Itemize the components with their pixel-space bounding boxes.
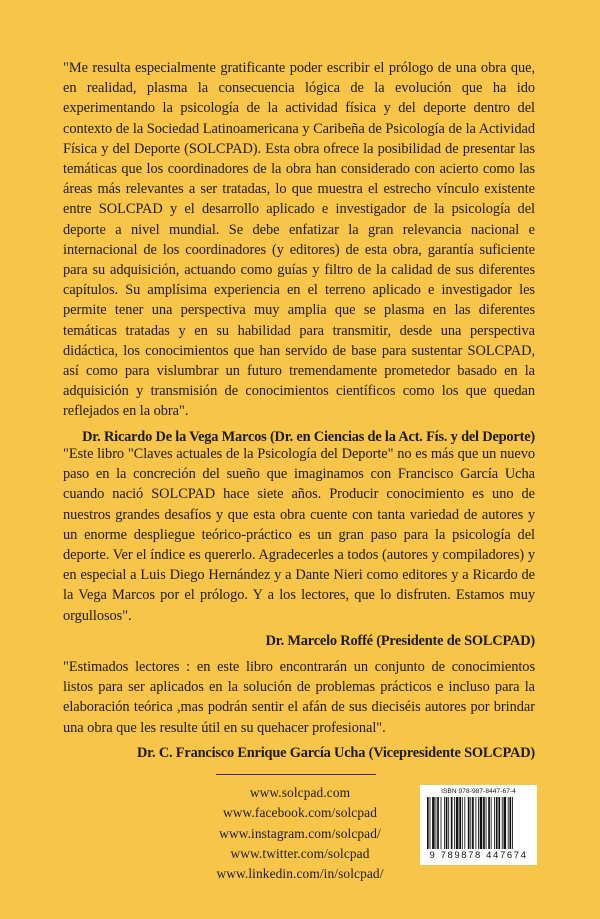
barcode-bar [483,797,485,849]
quote-text: "Estimados lectores : en este libro encontrarán un conjunto de conocimientos listos para ser aplicados en la solución de problemas prácticos e incluso para la elaboración teórica ,mas podrán sentir el afán de sus dieciséis autores por brindar una obra que les resulte útil en su quehacer profesional". [63,659,535,736]
barcode-bar [480,797,483,849]
web-links [150,783,450,884]
link-website[interactable]: www.solcpad.com [249,785,351,800]
barcode-bar [437,797,439,849]
barcode-bar [470,797,471,849]
barcode-digits: 9 789878 447674 [429,850,528,861]
quote-author: Dr. C. Francisco Enrique García Ucha (Vicepresidente SOLCPAD) [136,744,535,761]
barcode-bar [444,797,445,849]
barcode-bar [441,797,442,849]
link-facebook[interactable]: www.facebook.com/solcpad [223,805,377,821]
barcode-bar [462,797,463,849]
quote-text: "Me resulta especialmente gratificante poder escribir el prólogo de una obra que, en realidad, plasma la consecuencia lógica de la evolución que ha ido experimentando la psicología de la actividad física y del deporte dentro del contexto de la Sociedad Latinoamericana y Caribeña de Psicología de la Actividad Física y del Deporte (SOLCPAD). Esta obra ofrece la posibilidad de presentar las temáticas que los coordinadores de la obra han considerado con acierto como las áreas más relevantes a ser tratadas, lo que muestra el estrecho vínculo existente entre SOLCPAD y el desarrollo aplicado e investigador de la psicología del deporte a nivel mundial. Se debe enfatizar la gran relevancia nacional e internacional de los coordinadores (y editores) de esta obra, garantía suficiente para su adquisición, actuando como guías y filtro de la calidad de sus diferentes capítulos. Su amplísima experiencia en el terreno aplicado e investigador les permite tener una perspectiva muy amplia que se plasma en las diferentes temáticas tratadas y en su habilidad para transmitir, desde una perspectiva didáctica, los conocimientos que han servido de base para sustentar SOLCPAD, así como para vislumbrar un futuro tremendamente prometedor basado en la adquisición y transmisión de conocimientos científicos como los que quedan reflejados en la obra". [63,60,535,420]
prologue-quote [63,58,535,447]
barcode-bar [475,797,476,849]
barcode-bar [464,797,465,849]
barcode-bar [430,797,431,849]
barcode-bar [512,797,513,849]
barcode-bar [472,797,474,849]
barcode-bar [508,797,509,849]
barcode-bar [454,797,455,849]
barcode-bar [488,797,490,849]
barcode-bar [446,797,448,849]
barcode-bar [504,797,507,849]
isbn-label: ISBN 978-987-8447-67-4 [441,788,516,795]
barcode-bar [427,797,429,849]
barcode-bar [498,797,500,849]
barcode-bar [496,797,498,849]
vicepresident-quote [63,657,535,763]
barcode-bar [509,797,511,849]
barcode-bar [456,797,459,849]
president-quote [63,444,535,651]
barcode-bar [459,797,461,849]
barcode-bar [436,797,437,849]
barcode-bar [486,797,487,849]
link-twitter[interactable]: www.twitter.com/solcpad [230,845,370,861]
barcode-bar [468,797,470,849]
quote-author: Dr. Marcelo Roffé (Presidente de SOLCPAD) [265,632,535,649]
link-instagram[interactable]: www.instagram.com/solcpad/ [219,825,381,841]
divider [216,774,376,775]
barcode-bar [432,797,435,849]
barcode-icon [424,797,533,849]
barcode-bar [491,797,492,849]
quote-text: "Este libro "Claves actuales de la Psicología del Deporte" no es más que un nuevo paso en la concreción del sueño que imaginamos con Francisco García Ucha cuando nació SOLCPAD hace siete años. Producir conocimiento es uno de nuestros grandes desafíos y que esta obra cuente con tanta variedad de autores y un enorme despliegue teórico-práctico es un gran paso para la psicología del deporte. Ver el índice es quererlo. Agradecerles a todos (autores y compiladores) y en especial a Luis Diego Hernández y a Dante Nieri como editores y a Ricardo de la Vega Marcos por el prólogo. Y a los lectores, que lo disfruten. Estamos muy orgullosos". [63,446,535,624]
barcode-bar [502,797,503,849]
link-linkedin[interactable]: www.linkedin.com/in/solcpad/ [216,866,384,882]
isbn-barcode [420,785,537,865]
barcode-bar [478,797,479,849]
barcode-bar [448,797,449,849]
barcode-bar [494,797,495,849]
barcode-bar [451,797,453,849]
quote-author: Dr. Ricardo De la Vega Marcos (Dr. en Ciencias de la Act. Fís. y del Deporte) [82,428,535,445]
